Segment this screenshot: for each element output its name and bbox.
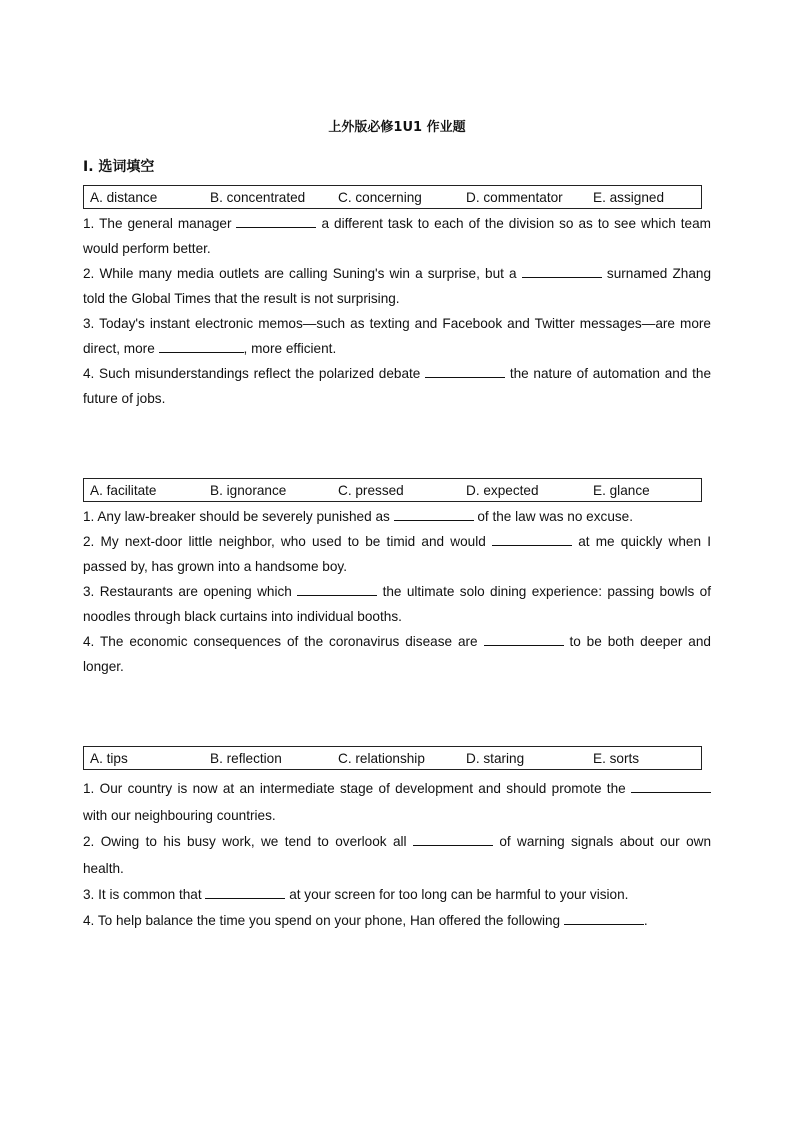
page-title: 上外版必修1U1 作业题 — [328, 120, 466, 135]
question-1-3 — [83, 311, 711, 361]
question-text: , more efficient. — [243, 341, 337, 356]
question-text: of warning signals about our own health. — [83, 834, 712, 876]
question-text: the ultimate solo dining experience: passing bowls of noodles through black curtains into individual booths. — [83, 584, 711, 624]
word-option: E. glance — [593, 483, 650, 498]
answer-blank[interactable] — [492, 533, 572, 546]
answer-blank[interactable] — [159, 340, 244, 353]
question-text: to be both deeper and longer. — [83, 634, 711, 674]
word-option: A. tips — [90, 751, 128, 766]
question-1-4 — [83, 361, 711, 411]
word-option: B. ignorance — [210, 483, 287, 498]
question-text: the nature of automation and the future of jobs. — [83, 366, 711, 406]
word-option: C. concerning — [338, 190, 422, 205]
question-text: of the law was no excuse. — [477, 509, 634, 524]
question-text: 1. Any law-breaker should be severely punished as — [83, 509, 390, 524]
answer-blank[interactable] — [522, 265, 602, 278]
question-text: 2. My next-door little neighbor, who used to be timid and would — [83, 534, 486, 549]
answer-blank[interactable] — [297, 583, 377, 596]
word-option: C. relationship — [338, 751, 425, 766]
question-1-1 — [83, 211, 711, 261]
question-text: at your screen for too long can be harmful to your vision. — [289, 887, 629, 902]
question-text: . — [643, 913, 648, 928]
word-option: D. commentator — [466, 190, 563, 205]
word-bank-3 — [83, 746, 702, 770]
question-text: 3. It is common that — [83, 887, 202, 902]
question-text: surnamed Zhang told the Global Times that the result is not surprising. — [83, 266, 712, 306]
answer-blank[interactable] — [205, 886, 285, 899]
question-text: a different task to each of the division so as to see which team would perform better. — [83, 216, 712, 256]
answer-blank[interactable] — [425, 365, 505, 378]
answer-blank[interactable] — [564, 912, 644, 925]
question-text: at me quickly when I passed by, has grown into a handsome boy. — [83, 534, 711, 574]
question-3-4 — [83, 908, 711, 933]
word-bank-2 — [83, 478, 702, 502]
word-option: A. distance — [90, 190, 158, 205]
question-text: 4. Such misunderstandings reflect the polarized debate — [83, 366, 421, 381]
question-3-3 — [83, 882, 711, 907]
section-heading: I. 选词填空 — [83, 159, 155, 175]
word-option: E. sorts — [593, 751, 640, 766]
answer-blank[interactable] — [413, 833, 493, 846]
answer-blank[interactable] — [484, 633, 564, 646]
answer-blank[interactable] — [394, 508, 474, 521]
question-text: 3. Today's instant electronic memos—such as texting and Facebook and Twitter messages—are more direct, more — [83, 316, 711, 356]
word-option: A. facilitate — [90, 483, 157, 498]
word-option: B. reflection — [210, 751, 282, 766]
word-option: B. concentrated — [210, 190, 306, 205]
word-bank-1 — [83, 185, 702, 209]
question-2-3 — [83, 579, 711, 629]
question-2-4 — [83, 629, 711, 679]
word-option: D. staring — [466, 751, 525, 766]
answer-blank[interactable] — [236, 215, 316, 228]
question-text: 3. Restaurants are opening which — [83, 584, 292, 599]
question-3-1 — [83, 775, 711, 829]
question-text: 1. The general manager — [83, 216, 232, 231]
question-text: with our neighbouring countries. — [83, 808, 276, 823]
question-2-1 — [83, 504, 711, 529]
question-text: 1. Our country is now at an intermediate stage of development and should promote the — [83, 781, 626, 796]
question-text: 4. To help balance the time you spend on your phone, Han offered the following — [83, 913, 561, 928]
word-option: D. expected — [466, 483, 539, 498]
question-2-2 — [83, 529, 711, 579]
question-text: 2. Owing to his busy work, we tend to overlook all — [83, 834, 407, 849]
answer-blank[interactable] — [631, 780, 711, 793]
question-3-2 — [83, 828, 711, 882]
word-option: C. pressed — [338, 483, 404, 498]
word-option: E. assigned — [593, 190, 665, 205]
question-text: 4. The economic consequences of the coronavirus disease are — [83, 634, 478, 649]
question-1-2 — [83, 261, 711, 311]
question-text: 2. While many media outlets are calling Suning's win a surprise, but a — [83, 266, 517, 281]
